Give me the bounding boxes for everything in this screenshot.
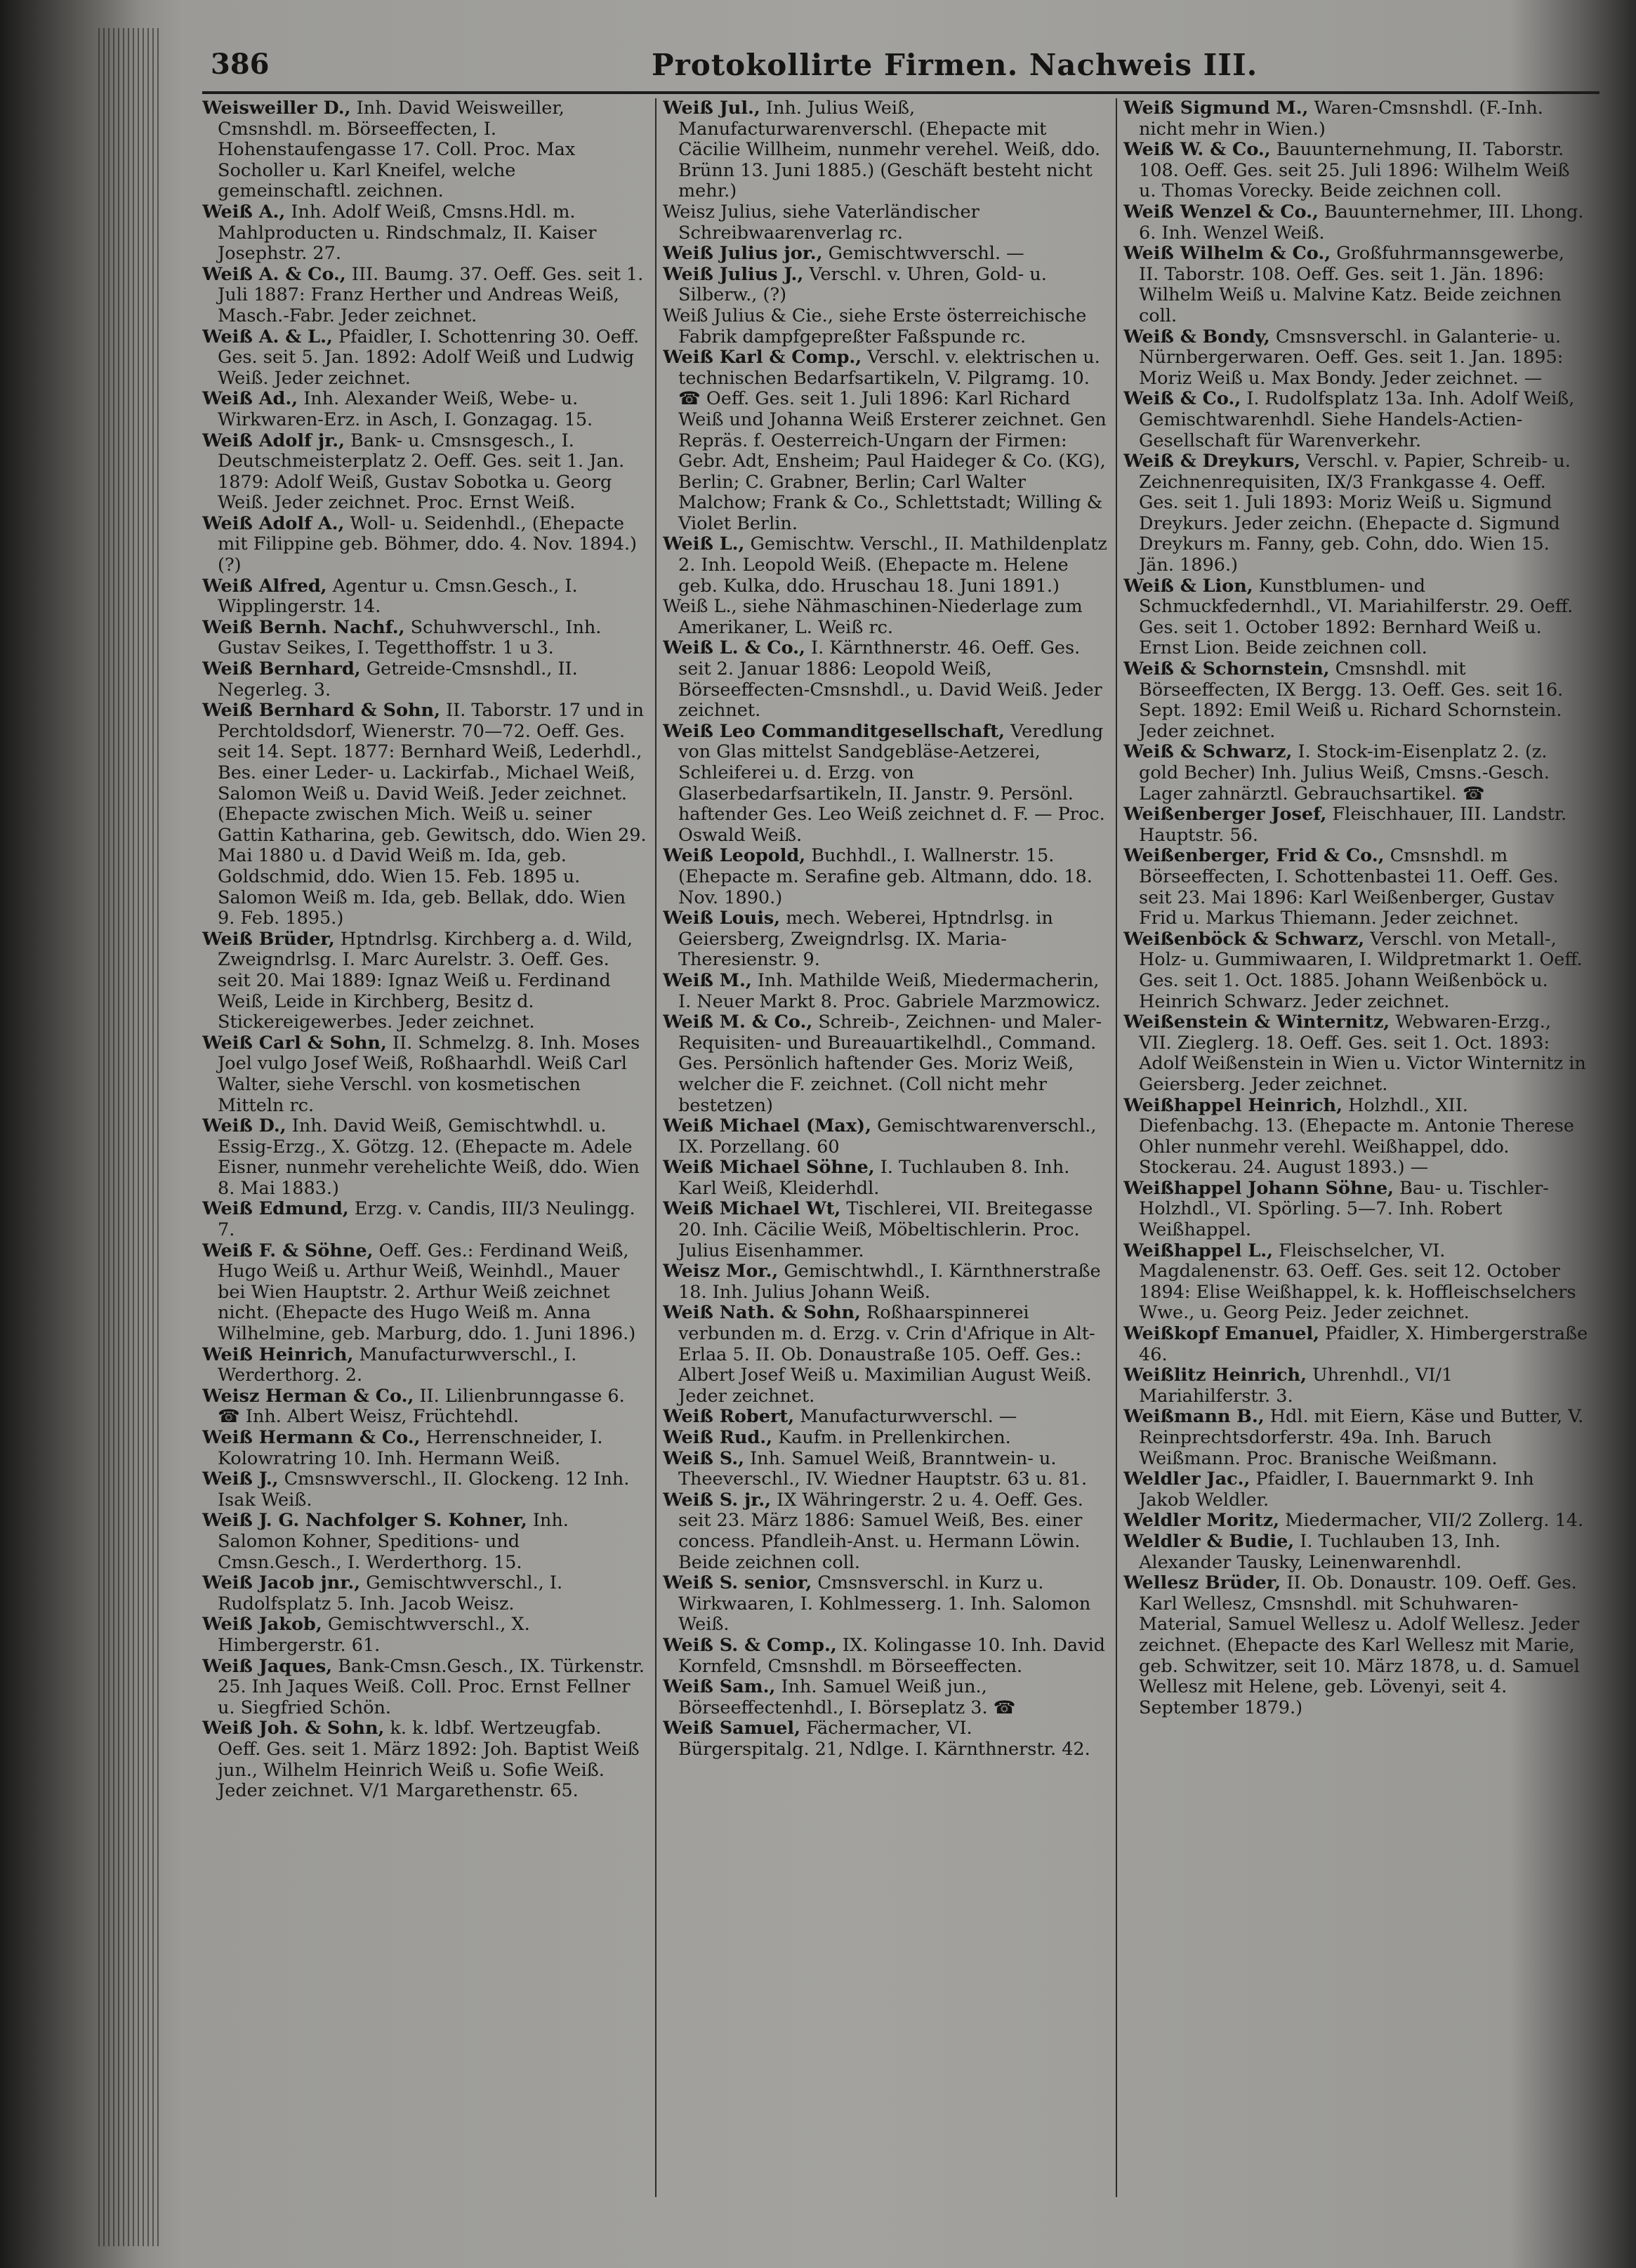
firm-name: Weiß Bernh. Nachf., (202, 616, 405, 638)
entry-details: Getreide-Cmsnshdl., II. Negerleg. 3. (218, 658, 578, 701)
firm-name: Weiß Michael Söhne, (663, 1157, 875, 1179)
entry-details: Inh. Samuel Weiß, Branntwein- u. Theeverschl., IV. Wiedner Hauptstr. 63 u. 81. (678, 1447, 1088, 1490)
entry-details: Pfaidler, X. Himbergerstraße 46. (1139, 1323, 1588, 1365)
directory-entry (663, 846, 1108, 908)
entry-details: Gemischtwhdl., I. Kärnthnerstraße 18. Inh. Julius Johann Weiß. (678, 1261, 1101, 1303)
entry-details: Schuhwverschl., Inh. Gustav Seikes, I. Tegetthoffstr. 1 u 3. (218, 616, 602, 659)
entry-details: Miedermacher, VII/2 Zollerg. 14. (1285, 1510, 1584, 1532)
directory-entry (663, 1158, 1108, 1199)
firm-name: Weiß L. & Co., (663, 637, 805, 659)
firm-name: Weiß S. & Comp., (663, 1634, 837, 1656)
entry-details: Verschl. v. Papier, Schreib- u. Zeichnenrequisiten, IX/3 Frankgasse 4. Oeff. Ges. seit 1. Juli 1893: Moriz Weiß u. Sigmund Dreykurs. Jeder zeichn. (Ehepacte d. Sigmund Dreykurs m. Fanny, geb. Cohn, ddo. Wien 15. Jän. 1896.) (1139, 451, 1571, 576)
entry-details: I. Stock-im-Eisenplatz 2. (z. gold Becher) Inh. Julius Weiß, Cmsns.-Gesch. Lager zahnärztl. Gebrauchsartikel. ☎ (1139, 741, 1550, 804)
entry-details: Fleischselcher, VI. Magdalenenstr. 63. Oeff. Ges. seit 12. October 1894: Elise Weißhappel, k. k. Hoffleischselchers Wwe., u. Georg Peiz. Jeder zeichnet. (1139, 1240, 1576, 1324)
entry-details: Pfaidler, I. Bauernmarkt 9. Inh Jakob Weldler. (1139, 1468, 1534, 1511)
directory-entry (663, 244, 1108, 265)
firm-name: Weißhappel Johann Söhne, (1123, 1177, 1394, 1199)
entry-details: Gemischtwarenverschl., IX. Porzellang. 60 (678, 1115, 1097, 1158)
directory-entry (1123, 1407, 1588, 1469)
entry-details: II. Ob. Donaustr. 109. Oeff. Ges. Karl Wellesz, Cmsnshdl. mit Schuhwaren-Material, Samuel Wellesz u. Adolf Wellesz. Jeder zeichnet. (Ehepacte des Karl Wellesz mit Marie, geb. Schwitzer, seit 10. März 1878, u. d. Samuel Wellesz mit Helene, geb. Lövenyi, seit 4. September 1879.) (1139, 1572, 1580, 1718)
directory-entry (663, 534, 1108, 597)
firm-name: Weiß Rud., (663, 1427, 773, 1448)
directory-entry (202, 701, 647, 929)
entry-details: III. Baumg. 37. Oeff. Ges. seit 1. Juli 1887: Franz Herther und Andreas Weiß, Masch.-Fabr. Jeder zeichnet. (218, 263, 644, 326)
firm-name: Weißenstein & Winternitz, (1123, 1012, 1390, 1033)
entry-details: Bank-Cmsn.Gesch., IX. Türkenstr. 25. Inh Jaques Weiß. Coll. Proc. Ernst Fellner u. Siegfried Schön. (218, 1655, 645, 1718)
entry-details: Uhrenhdl., VI/1 Mariahilferstr. 3. (1139, 1365, 1453, 1407)
firm-name: Weißenböck & Schwarz, (1123, 928, 1365, 950)
firm-name: Weiß Bernhard, (202, 658, 361, 680)
entry-details: Weisz Julius, siehe Vaterländischer Schreibwaarenverlag rc. (663, 201, 979, 244)
directory-entry (663, 1199, 1108, 1261)
firm-name: Weiß Wilhelm & Co., (1123, 243, 1331, 265)
directory-entry (663, 1428, 1108, 1449)
firm-name: Weiß Alfred, (202, 575, 327, 597)
directory-entry (202, 618, 647, 659)
directory-entry (663, 1490, 1108, 1573)
entry-details: Gemischtw. Verschl., II. Mathildenplatz 2. Inh. Leopold Weiß. (Ehepacte m. Helene geb. Kulka, ddo. Hruschau 18. Juni 1891.) (678, 533, 1107, 597)
entry-details: Inh. David Weisweiller, Cmsnshdl. m. Börseeffecten, I. Hohenstaufengasse 17. Coll. Proc. Max Socholler u. Karl Kneifel, welche gemeinschaftl. zeichnen. (218, 98, 576, 202)
firm-name: Weißhappel L., (1123, 1240, 1274, 1261)
directory-entry (202, 576, 647, 618)
firm-name: Weiß Jacob jnr., (202, 1572, 361, 1594)
directory-entry (202, 1033, 647, 1116)
firm-name: Weiß Jul., (663, 98, 760, 119)
firm-name: Weiß & Schwarz, (1123, 741, 1293, 763)
entry-details: Gemischtwverschl., X. Himbergerstr. 61. (218, 1614, 530, 1656)
firm-name: Weisz Herman & Co., (202, 1385, 414, 1407)
firm-name: Weiß Leopold, (663, 845, 806, 867)
firm-name: Weiß Wenzel & Co., (1123, 201, 1319, 223)
entry-details: Inh. Adolf Weiß, Cmsns.Hdl. m. Mahlproducten u. Rindschmalz, II. Kaiser Josephstr. 27. (218, 201, 597, 265)
directory-entry (202, 98, 647, 202)
firm-name: Weiß & Bondy, (1123, 326, 1270, 347)
firm-name: Weiß Adolf A., (202, 512, 345, 534)
directory-entry (663, 1573, 1108, 1636)
entry-details: Inh. Alexander Weiß, Webe- u. Wirkwaren-Erz. in Asch, I. Gonzagag. 15. (218, 388, 593, 430)
entry-details: Tischlerei, VII. Breitegasse 20. Inh. Cäcilie Weiß, Möbeltischlerin. Proc. Julius Eisenhammer. (678, 1198, 1093, 1261)
firm-name: Weldler Moritz, (1123, 1510, 1280, 1532)
entry-details: Verschl. v. elektrischen u. technischen Bedarfsartikeln, V. Pilgramg. 10. ☎ Oeff. Ges. seit 1. Juli 1896: Karl Richard Weiß und Johanna Weiß Ersterer zeichnet. Gen Repräs. f. Oesterreich-Ungarn der Firmen: Gebr. Adt, Ensheim; Paul Haideger & Co. (KG), Berlin; C. Grabner, Berlin; Carl Walter Malchow; Frank & Co., Schlettstadt; Willing & Violet Berlin. (678, 347, 1107, 534)
directory-entry (1123, 244, 1588, 326)
directory-entry (1123, 1532, 1588, 1573)
entry-details: Bank- u. Cmsnsgesch., I. Deutschmeisterplatz 2. Oeff. Ges. seit 1. Jan. 1879: Adolf Weiß, Gustav Sobotka u. Georg Weiß. Jeder zeichnet. Proc. Ernst Weiß. (218, 430, 625, 514)
directory-entry (663, 1261, 1108, 1303)
firm-name: Weiß Edmund, (202, 1198, 349, 1220)
directory-entry (663, 971, 1108, 1012)
firm-name: Weiß A., (202, 201, 286, 223)
firm-name: Weiß Ad., (202, 388, 298, 410)
firm-name: Weiß D., (202, 1115, 286, 1137)
entry-details: I. Tuchlauben 13, Inh. Alexander Tausky, Leinenwarenhdl. (1139, 1530, 1501, 1573)
firm-name: Weiß F. & Söhne, (202, 1240, 374, 1261)
directory-entry (663, 202, 1108, 244)
firm-name: Weiß Nath. & Sohn, (663, 1302, 861, 1324)
entry-details: IX. Kolingasse 10. Inh. David Kornfeld, Cmsnshdl. m Börseeffecten. (678, 1634, 1105, 1677)
firm-name: Weiß Karl & Comp., (663, 347, 862, 369)
firm-name: Weißhappel Heinrich, (1123, 1094, 1343, 1116)
directory-entry (202, 1573, 647, 1614)
firm-name: Weiß & Lion, (1123, 575, 1253, 597)
column-1 (202, 98, 647, 2197)
directory-entry (1123, 804, 1588, 846)
directory-entry (202, 327, 647, 390)
directory-entry (1123, 576, 1588, 659)
firm-name: Weiß Louis, (663, 908, 781, 929)
running-head-title: Protokollirte Firmen. Nachweis III. (652, 48, 1258, 82)
column-divider (1116, 98, 1117, 2197)
directory-entry (663, 908, 1108, 971)
directory-entry (1123, 1469, 1588, 1511)
firm-name: Weisweiller D., (202, 98, 351, 119)
entry-details: Verschl. v. Uhren, Gold- u. Silberw., (?) (678, 263, 1047, 306)
firm-name: Weiß Julius jor., (663, 243, 823, 265)
firm-name: Weiß Jakob, (202, 1614, 322, 1636)
firm-name: Weißmann B., (1123, 1406, 1265, 1428)
directory-entry (663, 638, 1108, 721)
firm-name: Weiß Jaques, (202, 1655, 333, 1677)
directory-entry (202, 1241, 647, 1345)
entry-details: Cmsnsverschl. in Kurz u. Wirkwaaren, I. Kohlmesserg. 1. Inh. Salomon Weiß. (678, 1572, 1091, 1636)
firm-name: Weldler & Budie, (1123, 1530, 1295, 1552)
firm-name: Weißlitz Heinrich, (1123, 1365, 1307, 1386)
entry-details: Hptndrlsg. Kirchberg a. d. Wild, Zweigndrlsg. I. Marc Aurelstr. 3. Oeff. Ges. seit 20. Mai 1889: Ignaz Weiß u. Ferdinand Weiß, Leide in Kirchberg, Besitz d. Stickereigewerbes. Jeder zeichnet. (218, 928, 633, 1033)
entry-details: Gemischtwverschl., I. Rudolfsplatz 5. Inh. Jacob Weisz. (218, 1572, 563, 1614)
directory-entry (202, 1657, 647, 1719)
firm-name: Weiß Joh. & Sohn, (202, 1718, 385, 1739)
firm-name: Weiß Leo Commanditgesellschaft, (663, 720, 1005, 742)
directory-entry (663, 98, 1108, 202)
entry-details: Waren-Cmsnshdl. (F.-Inh. nicht mehr in Wien.) (1139, 98, 1543, 140)
firm-name: Weiß Samuel, (663, 1718, 800, 1739)
entry-details: Schreib-, Zeichnen- und Maler-Requisiten- und Bureauartikelhdl., Command. Ges. Persönlich haftender Ges. Moriz Weiß, welcher die F. zeichnet. (Coll nicht mehr bestetzen) (678, 1012, 1102, 1116)
entry-details: Inh. Salomon Kohner, Speditions- und Cmsn.Gesch., I. Werderthorg. 15. (218, 1510, 569, 1573)
directory-entry (663, 1636, 1108, 1677)
directory-entry (1123, 1573, 1588, 1718)
entry-details: I. Kärnthnerstr. 46. Oeff. Ges. seit 2. Januar 1886: Leopold Weiß, Börseeffecten-Cmsnshdl., u. David Weiß. Jeder zeichnet. (678, 637, 1102, 722)
firm-name: Weiß J., (202, 1468, 279, 1490)
directory-entry (202, 1199, 647, 1240)
entry-details: Verschl. von Metall-, Holz- u. Gummiwaaren, I. Wildpretmarkt 1. Oeff. Ges. seit 1. Oct. 1885. Johann Weißenböck u. Heinrich Schwarz. Jeder zeichnet. (1139, 928, 1583, 1012)
directory-entry (202, 514, 647, 576)
entry-details: Weiß Julius & Cie., siehe Erste österreichische Fabrik dampfgepreßter Faßspunde rc. (663, 305, 1087, 347)
entry-details: Bauunternehmung, II. Taborstr. 108. Oeff. Ges. seit 25. Juli 1896: Wilhelm Weiß u. Thomas Vorecky. Beide zeichnen coll. (1139, 139, 1570, 202)
entry-details: Inh. David Weiß, Gemischtwhdl. u. Essig-Erzg., X. Götzg. 12. (Ehepacte m. Adele Eisner, nunmehr verehelichte Weiß, ddo. Wien 8. Mai 1883.) (218, 1115, 640, 1199)
directory-entry (663, 1677, 1108, 1718)
entry-details: Pfaidler, I. Schottenring 30. Oeff. Ges. seit 5. Jan. 1892: Adolf Weiß und Ludwig Weiß. Jeder zeichnet. (218, 326, 640, 389)
entry-details: Holzhdl., XII. Diefenbachg. 13. (Ehepacte m. Antonie Therese Ohler nunmehr verehl. Weißhappel, ddo. Stockerau. 24. August 1893.) — (1139, 1094, 1574, 1179)
firm-name: Weldler Jac., (1123, 1468, 1251, 1490)
firm-name: Weisz Mor., (663, 1261, 779, 1282)
directory-entry (202, 1386, 647, 1428)
directory-entry (663, 722, 1108, 847)
directory-entry (1123, 389, 1588, 451)
entry-details: mech. Weberei, Hptndrlsg. in Geiersberg, Zweigndrlsg. IX. Maria-Theresienstr. 9. (678, 908, 1053, 971)
page-number: 386 (211, 48, 270, 81)
firm-name: Weiß Hermann & Co., (202, 1427, 421, 1448)
entry-details: II. Taborstr. 17 und in Perchtoldsdorf, Wienerstr. 70—72. Oeff. Ges. seit 14. Sept. 1877: Bernhard Weiß, Lederhdl., Bes. einer Leder- u. Lackirfab., Michael Weiß, Salomon Weiß u. David Weiß. Jeder zeichnet. (Ehepacte zwischen Mich. Weiß u. seiner Gattin Katharina, geb. Gewitsch, ddo. Wien 29. Mai 1880 u. d David Weiß m. Ida, geb. Goldschmid, ddo. Wien 15. Feb. 1895 u. Salomon Weiß m. Ida, geb. Bellak, ddo. Wien 9. Feb. 1895.) (218, 700, 647, 929)
entry-details: Bauunternehmer, III. Lhong. 6. Inh. Wenzel Weiß. (1139, 201, 1584, 244)
entry-details: Veredlung von Glas mittelst Sandgebläse-Aetzerei, Schleiferei u. d. Erzg. von Glaserbedarfsartikeln, II. Janstr. 9. Persönl. haftender Ges. Leo Weiß zeichnet d. F. — Proc. Oswald Weiß. (678, 720, 1105, 846)
directory-entry (663, 1303, 1108, 1407)
firm-name: Weißkopf Emanuel, (1123, 1323, 1320, 1345)
directory-entry (1123, 98, 1588, 140)
directory-entry (1123, 140, 1588, 202)
directory-entry (202, 1116, 647, 1199)
entry-details: Manufacturwverschl., I. Werderthorg. 2. (218, 1344, 577, 1386)
firm-name: Weiß A. & Co., (202, 263, 346, 285)
directory-entry (202, 929, 647, 1033)
firm-name: Weiß L., (663, 533, 745, 555)
firm-name: Weiß Julius J., (663, 263, 804, 285)
column-2 (663, 98, 1108, 2197)
directory-entry (663, 597, 1108, 638)
directory-entry (1123, 1179, 1588, 1241)
entry-details: Agentur u. Cmsn.Gesch., I. Wipplingerstr. 14. (218, 575, 578, 618)
entry-details: Cmsnshdl. mit Börseeffecten, IX Bergg. 13. Oeff. Ges. seit 16. Sept. 1892: Emil Weiß u. Richard Schornstein. Jeder zeichnet. (1139, 658, 1564, 742)
firm-name: Weiß & Schornstein, (1123, 658, 1330, 680)
directory-entry (202, 659, 647, 701)
entry-details: I. Tuchlauben 8. Inh. Karl Weiß, Kleiderhdl. (678, 1157, 1070, 1199)
firm-name: Weiß Sam., (663, 1676, 776, 1698)
entry-details: Großfuhrmannsgewerbe, II. Taborstr. 108. Oeff. Ges. seit 1. Jän. 1896: Wilhelm Weiß u. Malvine Katz. Beide zeichnen coll. (1139, 243, 1564, 326)
directory-entry (1123, 327, 1588, 390)
entry-details: k. k. ldbf. Wertzeugfab. Oeff. Ges. seit 1. März 1892: Joh. Baptist Weiß jun., Wilhelm Heinrich Weiß u. Sofie Weiß. Jeder zeichnet. V/1 Margarethenstr. 65. (218, 1718, 640, 1802)
directory-entry (663, 1449, 1108, 1490)
firm-name: Weiß M., (663, 969, 752, 991)
directory-entry (663, 306, 1108, 347)
directory-entry (1123, 742, 1588, 804)
entry-details: Webwaren-Erzg., VII. Zieglerg. 18. Oeff. Ges. seit 1. Oct. 1893: Adolf Weißenstein in Wien u. Victor Winternitz in Geiersberg. Jeder zeichnet. (1139, 1012, 1586, 1095)
firm-name: Weißenberger, Frid & Co., (1123, 845, 1385, 867)
directory-entry (202, 265, 647, 327)
column-divider (655, 98, 657, 2197)
entry-details: Woll- u. Seidenhdl., (Ehepacte mit Filippine geb. Böhmer, ddo. 4. Nov. 1894.) (?) (218, 512, 638, 576)
directory-entry (202, 431, 647, 514)
directory-entry (202, 202, 647, 265)
directory-entry (1123, 1324, 1588, 1365)
directory-entry (1123, 1365, 1588, 1407)
entry-details: Fleischhauer, III. Landstr. Hauptstr. 56. (1139, 804, 1567, 846)
entry-details: Roßhaarspinnerei verbunden m. d. Erzg. v. Crin d'Afrique in Alt-Erlaa 5. II. Ob. Donaustraße 105. Oeff. Ges.: Albert Josef Weiß u. Maximilian August Weiß. Jeder zeichnet. (678, 1302, 1095, 1407)
entry-details: Inh. Mathilde Weiß, Miedermacherin, I. Neuer Markt 8. Proc. Gabriele Marzmowicz. (678, 969, 1101, 1012)
entry-details: Weiß L., siehe Nähmaschinen-Niederlage zum Amerikaner, L. Weiß rc. (663, 596, 1083, 638)
entry-details: Inh. Samuel Weiß jun., Börseeffectenhdl., I. Börseplatz 3. ☎ (678, 1676, 1016, 1718)
directory-entry (202, 1469, 647, 1511)
entry-details: II. Lilienbrunngasse 6. ☎ Inh. Albert Weisz, Früchtehdl. (218, 1385, 625, 1428)
entry-details: Cmsnswverschl., II. Glockeng. 12 Inh. Isak Weiß. (218, 1468, 630, 1511)
firm-name: Weiß M. & Co., (663, 1012, 813, 1033)
firm-name: Weiß & Co., (1123, 388, 1241, 410)
firm-name: Weiß S. jr., (663, 1489, 772, 1511)
firm-name: Weiß Brüder, (202, 928, 335, 950)
directory-entry (663, 1718, 1108, 1760)
firm-name: Weiß W. & Co., (1123, 139, 1271, 161)
firm-name: Weiß Michael Wt, (663, 1198, 841, 1220)
directory-entry (1123, 451, 1588, 576)
header-rule (202, 91, 1599, 94)
directory-entry (202, 389, 647, 430)
directory-entry (1123, 1241, 1588, 1324)
directory-entry (663, 1407, 1108, 1428)
directory-entry (663, 1116, 1108, 1158)
directory-entry (202, 1614, 647, 1656)
firm-name: Weiß S., (663, 1447, 744, 1469)
directory-entry (202, 1718, 647, 1801)
directory-entry (663, 1012, 1108, 1116)
directory-entry (1123, 202, 1588, 244)
firm-name: Wellesz Brüder, (1123, 1572, 1281, 1594)
entry-details: Gemischtwverschl. — (828, 243, 1024, 265)
entry-details: Hdl. mit Eiern, Käse und Butter, V. Reinprechtsdorferstr. 49a. Inh. Baruch Weißmann. Proc. Branische Weißmann. (1139, 1406, 1584, 1469)
entry-details: II. Schmelzg. 8. Inh. Moses Joel vulgo Josef Weiß, Roßhaarhdl. Weiß Carl Walter, siehe Verschl. von kosmetischen Mitteln rc. (218, 1032, 640, 1116)
entry-details: Kaufm. in Prellenkirchen. (778, 1427, 1011, 1448)
book-gutter (98, 28, 161, 2246)
firm-name: Weiß Adolf jr., (202, 430, 345, 451)
column-3 (1123, 98, 1588, 2197)
firm-name: Weiß Heinrich, (202, 1344, 354, 1365)
entry-details: Cmsnsverschl. in Galanterie- u. Nürnbergerwaren. Oeff. Ges. seit 1. Jan. 1895: Moriz Weiß u. Max Bondy. Jeder zeichnet. — (1139, 326, 1564, 389)
firm-name: Weiß & Dreykurs, (1123, 451, 1301, 472)
entry-details: Fächermacher, VI. Bürgerspitalg. 21, Ndlge. I. Kärnthnerstr. 42. (678, 1718, 1090, 1760)
entry-details: Herrenschneider, I. Kolowratring 10. Inh. Hermann Weiß. (218, 1427, 603, 1469)
directory-entry (1123, 1511, 1588, 1532)
entry-details: Manufacturwverschl. — (800, 1406, 1017, 1428)
entry-details: Buchhdl., I. Wallnerstr. 15. (Ehepacte m. Serafine geb. Altmann, ddo. 18. Nov. 1890.) (678, 845, 1093, 908)
firm-name: Weiß Michael (Max), (663, 1115, 871, 1137)
entry-details: IX Währingerstr. 2 u. 4. Oeff. Ges. seit 23. März 1886: Samuel Weiß, Bes. einer concess. Pfandleih-Anst. u. Hermann Löwin. Beide zeichnen coll. (678, 1489, 1083, 1573)
directory-entry (1123, 1012, 1588, 1095)
directory-entry (663, 347, 1108, 534)
directory-entry (1123, 846, 1588, 929)
firm-name: Weißenberger Josef, (1123, 804, 1327, 825)
directory-entry (1123, 659, 1588, 742)
firm-name: Weiß Sigmund M., (1123, 98, 1309, 119)
entry-details: Inh. Julius Weiß, Manufacturwarenverschl. (Ehepacte mit Cäcilie Willheim, nunmehr verehel. Weiß, ddo. Brünn 13. Juni 1885.) (Geschäft besteht nicht mehr.) (678, 98, 1101, 202)
directory-entry (202, 1511, 647, 1573)
entry-details: Cmsnshdl. m Börseeffecten, I. Schottenbastei 11. Oeff. Ges. seit 23. Mai 1896: Karl Weißenberger, Gustav Frid u. Markus Thiemann. Jeder zeichnet. (1139, 845, 1559, 929)
entry-details: Oeff. Ges.: Ferdinand Weiß, Hugo Weiß u. Arthur Weiß, Weinhdl., Mauer bei Wien Hauptstr. 2. Arthur Weiß zeichnet nicht. (Ehepacte des Hugo Weiß m. Anna Wilhelmine, geb. Marburg, ddo. 1. Juni 1896.) (218, 1240, 636, 1345)
directory-entry (1123, 1096, 1588, 1179)
firm-name: Weiß J. G. Nachfolger S. Kohner, (202, 1510, 527, 1532)
directory-entry (202, 1428, 647, 1469)
directory-page (202, 28, 1599, 2246)
entry-details: Erzg. v. Candis, III/3 Neulingg. 7. (218, 1198, 635, 1241)
firm-name: Weiß Carl & Sohn, (202, 1032, 387, 1054)
firm-name: Weiß Bernhard & Sohn, (202, 700, 440, 722)
entry-details: Kunstblumen- und Schmuckfedernhdl., VI. Mariahilferstr. 29. Oeff. Ges. seit 1. October 1892: Bernhard Weiß u. Ernst Lion. Beide zeichnen coll. (1139, 575, 1574, 659)
firm-name: Weiß A. & L., (202, 326, 333, 347)
directory-entry (663, 265, 1108, 306)
firm-name: Weiß Robert, (663, 1406, 795, 1428)
directory-entry (202, 1345, 647, 1386)
entry-details: Bau- u. Tischler-Holzhdl., VI. Spörling. 5—7. Inh. Robert Weißhappel. (1139, 1177, 1549, 1241)
entry-details: I. Rudolfsplatz 13a. Inh. Adolf Weiß, Gemischtwarenhdl. Siehe Handels-Actien-Gesellschaft für Warenverkehr. (1139, 388, 1575, 451)
firm-name: Weiß S. senior, (663, 1572, 812, 1594)
directory-entry (1123, 929, 1588, 1012)
